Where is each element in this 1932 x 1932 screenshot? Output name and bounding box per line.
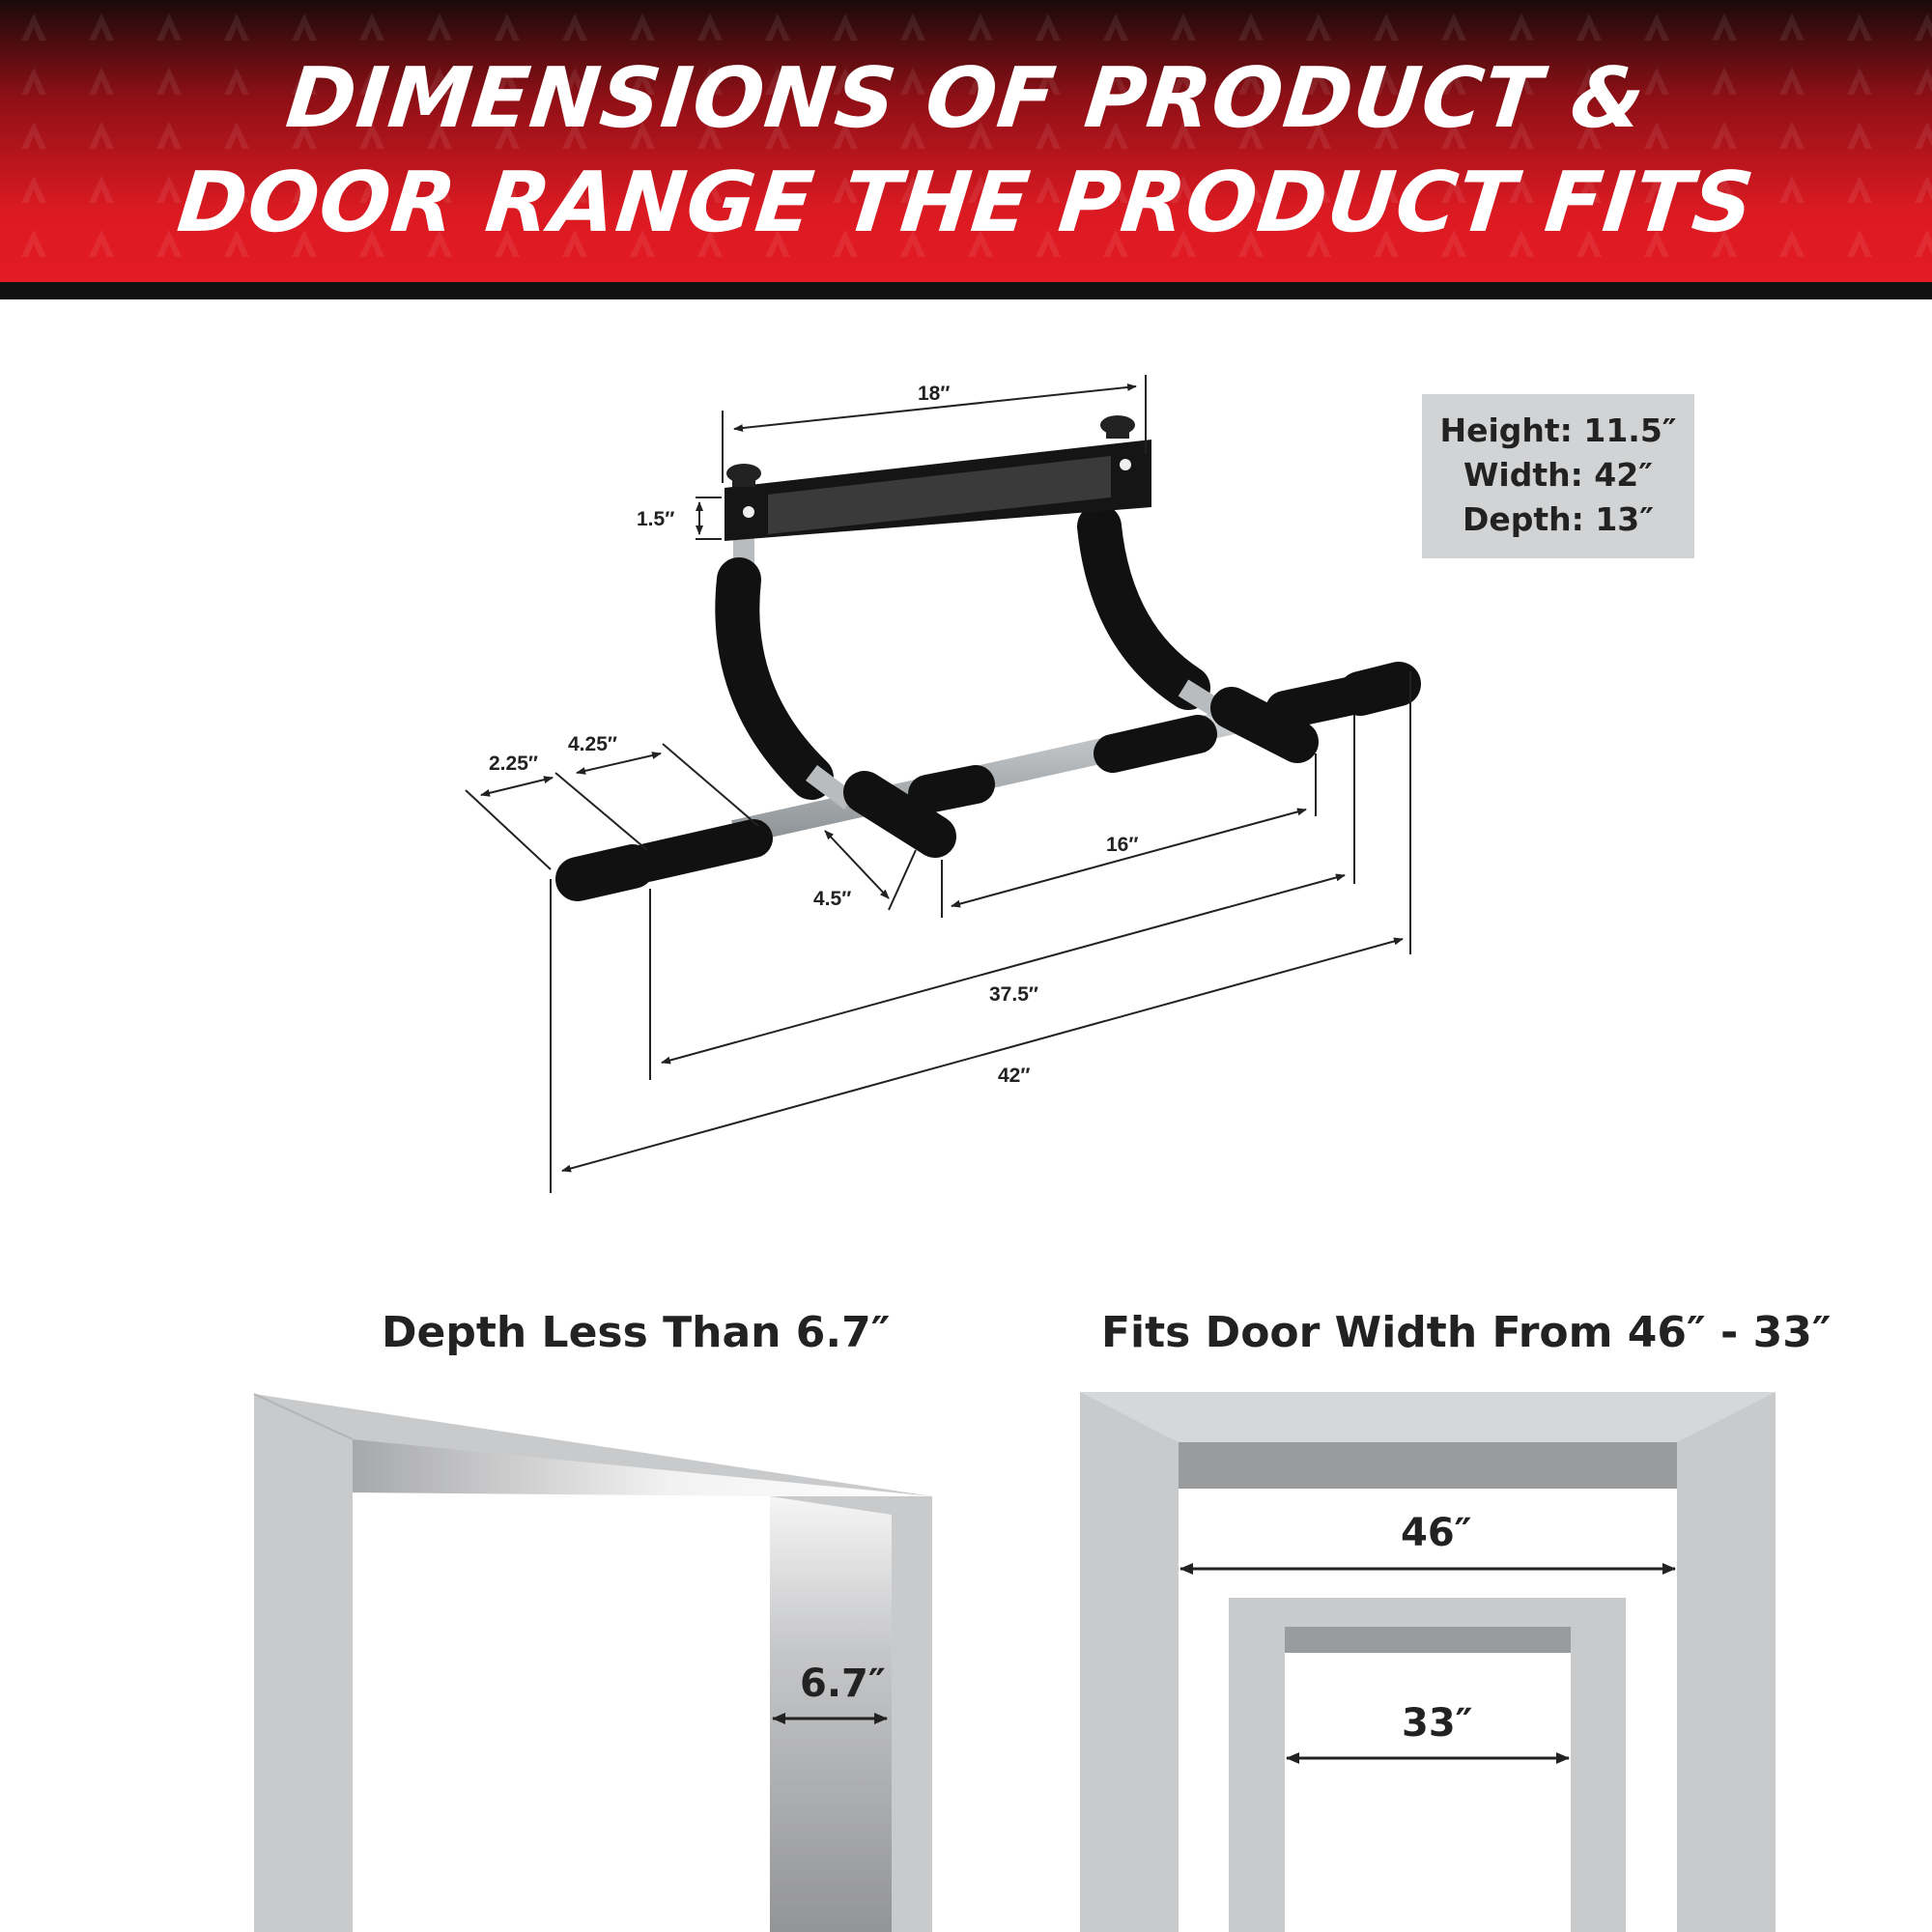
dim-4-5-label: 4.5″ xyxy=(813,888,852,910)
door-width-heading: Fits Door Width From 46″ - 33″ xyxy=(1101,1308,1832,1357)
width-door-frames xyxy=(1080,1392,1776,1932)
depth-door-frame xyxy=(254,1394,932,1932)
dim-37-5-label: 37.5″ xyxy=(989,983,1038,1006)
dim-16-label: 16″ xyxy=(1106,834,1139,856)
dim-2-25-label: 2.25″ xyxy=(489,753,538,775)
dim-1-5-label: 1.5″ xyxy=(637,508,675,530)
dim-42-label: 42″ xyxy=(998,1065,1031,1087)
page-title-line-2: DOOR RANGE THE PRODUCT FITS xyxy=(173,155,1759,251)
door-width-max-value: 46″ xyxy=(1401,1511,1472,1555)
door-width-min-value: 33″ xyxy=(1402,1701,1473,1746)
spec-width: Width: 42″ xyxy=(1463,456,1653,494)
door-depth-heading: Depth Less Than 6.7″ xyxy=(382,1308,891,1357)
spec-depth: Depth: 13″ xyxy=(1462,500,1655,538)
spec-height: Height: 11.5″ xyxy=(1439,412,1677,449)
dim-4-25-label: 4.25″ xyxy=(568,733,617,755)
dim-18-label: 18″ xyxy=(918,383,951,405)
door-depth-value: 6.7″ xyxy=(800,1662,886,1706)
page-title-line-1: DIMENSIONS OF PRODUCT & xyxy=(281,50,1651,147)
